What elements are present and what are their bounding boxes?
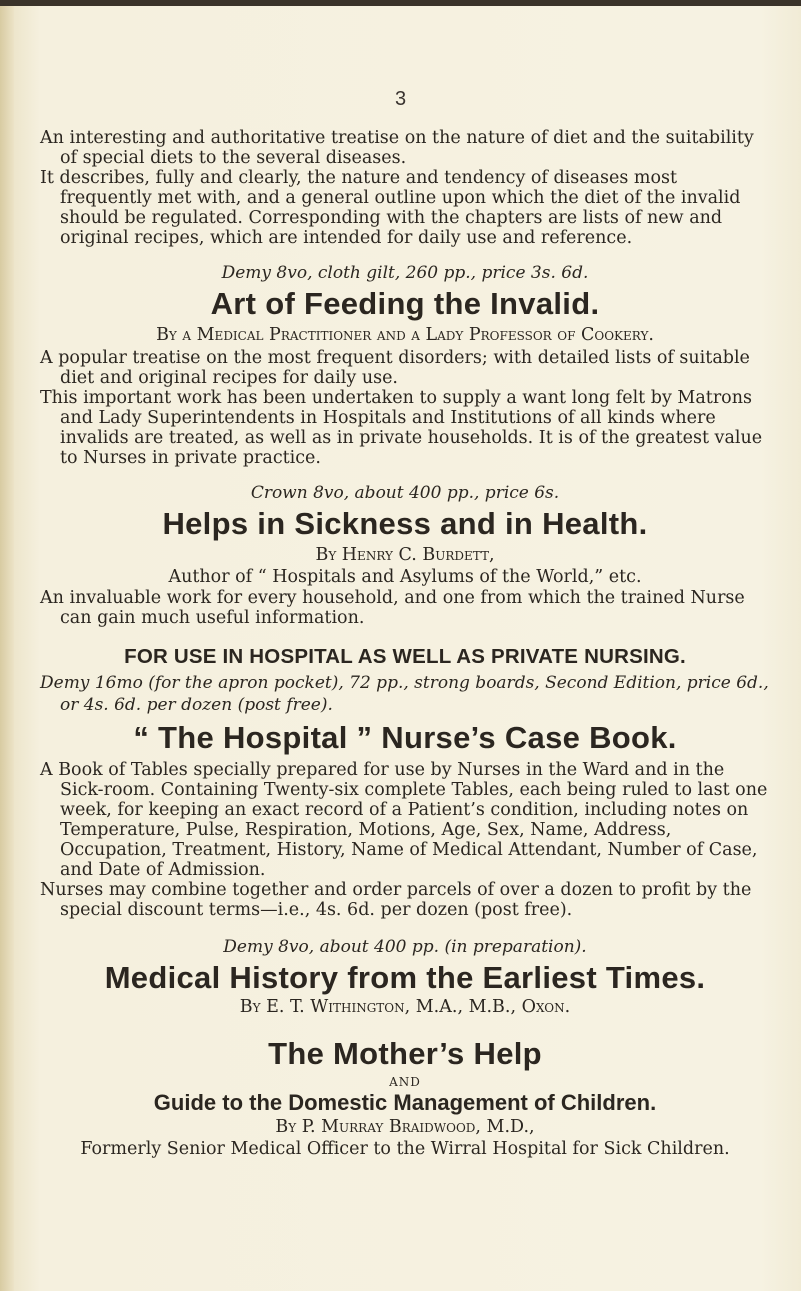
intro-paragraph-2: It describes, fully and clearly, the nature and tendency of diseases most frequently met with, and a general outline upon which the diet of the invalid should be regulated. Corresponding with the chapters are lists of new and original recipes, which are intended for daily use and reference. <box>40 168 741 248</box>
description-paragraph: A Book of Tables specially prepared for use by Nurses in the Ward and in the Sick-room. Containing Twenty-six complete Tables, each being ruled to last one week, for keeping an exact record of a Patient’s condition, including notes on Temperature, Pulse, Respiration, Motions, Age, Sex, Name, Address, Occupation, Treatment, History, Name of Medical Attendant, Number of Case, and Date of Admission. <box>40 760 768 880</box>
section-heading: FOR USE IN HOSPITAL AS WELL AS PRIVATE NURSING. <box>124 645 686 668</box>
advertisement-page <box>40 78 770 1160</box>
author-line: By Henry C. Burdett, <box>315 545 495 565</box>
and-connector: AND <box>389 1075 421 1089</box>
book-mothers-help <box>40 1036 770 1160</box>
book-subtitle: Guide to the Domestic Management of Children. <box>153 1090 657 1115</box>
author-line: By E. T. Withington, M.A., M.B., Oxon. <box>239 997 571 1017</box>
description-paragraph: Nurses may combine together and order parcels of over a dozen to profit by the special discount terms—i.e., 4s. 6d. per dozen (post free). <box>40 880 752 920</box>
book-title: “ The Hospital ” Nurse’s Case Book. <box>133 720 677 755</box>
book-nurses-case-book <box>40 644 770 920</box>
top-edge <box>0 0 801 6</box>
page-number: 3 <box>394 88 407 110</box>
description-paragraph: An invaluable work for every household, and one from which the trained Nurse can gain much useful information. <box>40 588 745 628</box>
author-note: Formerly Senior Medical Officer to the Wirral Hospital for Sick Children. <box>80 1139 730 1159</box>
edition-line: Demy 8vo, about 400 pp. (in preparation). <box>223 937 587 957</box>
edition-line: Crown 8vo, about 400 pp., price 6s. <box>250 483 560 503</box>
author-line: By P. Murray Braidwood, M.D., <box>275 1117 535 1137</box>
author-note: Author of “ Hospitals and Asylums of the World,” etc. <box>168 567 642 587</box>
description-paragraph: A popular treatise on the most frequent disorders; with detailed lists of suitable diet and original recipes for daily use. <box>40 348 750 388</box>
book-title: Art of Feeding the Invalid. <box>210 286 600 321</box>
book-title: Medical History from the Earliest Times. <box>104 960 706 995</box>
edition-line: Demy 16mo (for the apron pocket), 72 pp., strong boards, Second Edition, price 6d., or 4s. 6d. per dozen (post free). <box>40 673 769 715</box>
edition-line: Demy 8vo, cloth gilt, 260 pp., price 3s. 6d. <box>221 263 589 283</box>
book-title: Helps in Sickness and in Health. <box>162 506 648 541</box>
book-title: The Mother’s Help <box>268 1036 542 1071</box>
intro-paragraph-1: An interesting and authoritative treatise on the nature of diet and the suitability of special diets to the several diseases. <box>40 128 754 168</box>
book-medical-history <box>40 936 770 1018</box>
book-art-of-feeding <box>40 262 770 468</box>
binding-edge <box>0 0 14 1291</box>
author-line: By a Medical Practitioner and a Lady Professor of Cookery. <box>156 325 654 345</box>
description-paragraph: This important work has been undertaken to supply a want long felt by Matrons and Lady Superintendents in Hospitals and Institutions of all kinds where invalids are treated, as well as in private households. It is of the greatest value to Nurses in private practice. <box>40 388 763 468</box>
intro-section <box>40 128 770 248</box>
book-helps-in-sickness <box>40 482 770 628</box>
